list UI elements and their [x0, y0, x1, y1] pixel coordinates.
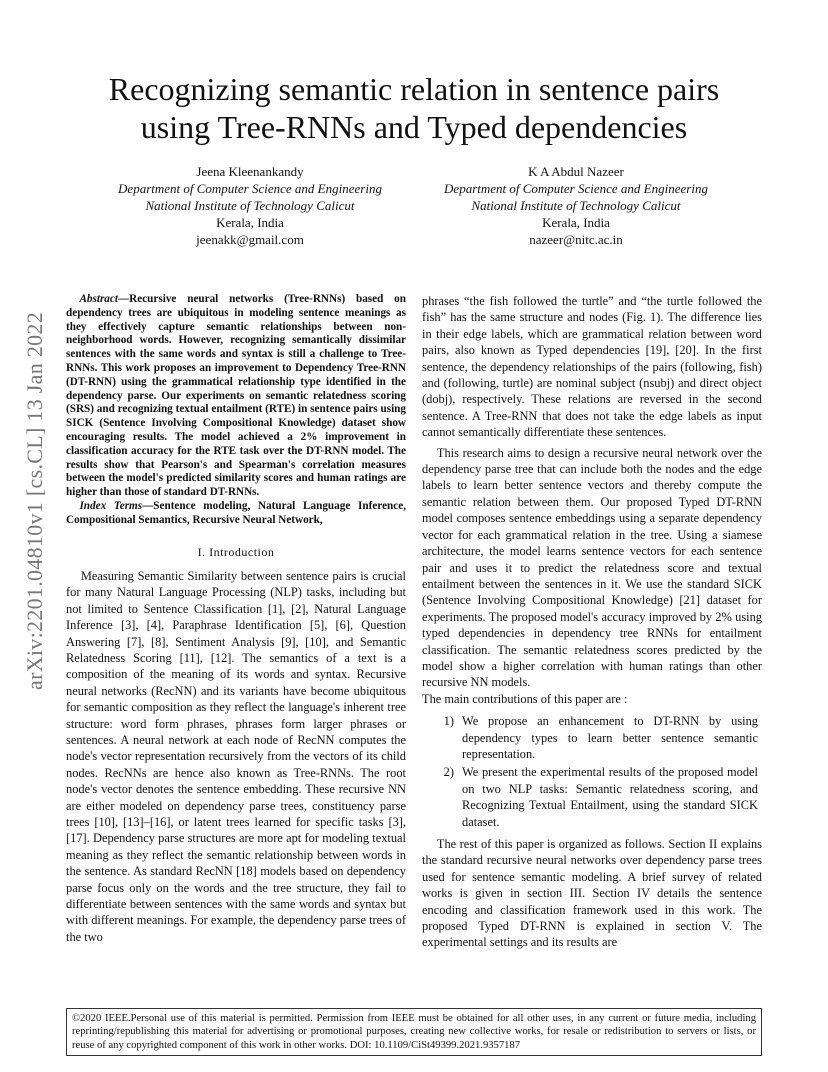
author-inst: National Institute of Technology Calicut: [471, 198, 681, 213]
copyright-footer: ©2020 IEEE.Personal use of this material is permitted. Permission from IEEE must be obtained for all other uses, in any current or future media, including reprinting/republishing this material for advertising or promotional purposes, creating new collective works, for resale or redistribution to servers or lists, or reuse of any copyrighted component of this work in other works. DOI: 10.1109/CiSt49399.2021.9357187: [66, 1008, 762, 1056]
author-block-1: [100, 163, 400, 248]
right-column: [422, 293, 762, 951]
author-email: nazeer@nitc.ac.in: [529, 232, 623, 247]
arxiv-identifier: arXiv:2201.04810v1 [cs.CL] 13 Jan 2022: [22, 311, 47, 690]
left-column: [66, 293, 406, 945]
index-terms: [66, 500, 406, 528]
body-paragraph-1: phrases “the fish followed the turtle” and “the turtle followed the fish” has the same structure and nodes (Fig. 1). The difference lies in their edge labels, which are grammatical relation between word pairs, also known as Typed dependencies [19], [20]. In the first sentence, the dependency relationships of the pairs (following, fish) and (following, turtle) are nominal subject (nsubj) and direct object (dobj), respectively. These relations are reversed in the second sentence. A Tree-RNN that does not take the edge labels as input cannot semantically differentiate these sentences.: [422, 294, 762, 440]
list-item: [422, 713, 762, 762]
abstract-label: Abstract: [79, 293, 118, 305]
author-location: Kerala, India: [216, 215, 284, 230]
title-line-1: Recognizing semantic relation in sentence pairs: [108, 71, 720, 107]
list-item-text: We propose an enhancement to DT-RNN by using dependency types to learn better sentence semantic representation.: [462, 714, 758, 761]
list-item-number: 2): [443, 765, 454, 780]
author-name: Jeena Kleenankandy: [196, 164, 304, 179]
contributions-intro: The main contributions of this paper are :: [422, 691, 628, 706]
body-paragraph-3: The rest of this paper is organized as follows. Section II explains the standard recursive neural networks over dependency parse trees used for sentence semantic modeling. A brief survey of related works is given in section III. Section IV details the sentence encoding and classification framework used in this work. The proposed Typed DT-RNN is explained in section V. The experimental settings and its results are: [422, 837, 762, 950]
intro-paragraph: Measuring Semantic Similarity between sentence pairs is crucial for many Natural Language Processing (NLP) tasks, including but not limited to Sentence Classification [1], [2], Natural Language Inference [3], [4], Paraphrase Identification [5], [6], Question Answering [7], [8], Sentiment Analysis [9], [10], and Semantic Relatedness Scoring [11], [12]. The semantics of a text is a composition of the meaning of its words and syntax. Recursive neural networks (RecNN) and its variants have become ubiquitous for semantic composition as they reflect the language's inherent tree structure: word form phrases, phrases form larger phrases or sentences. A neural network at each node of RecNN computes the node's vector representation recursively from the vectors of its child nodes. RecNNs are hence also known as Tree-RNNs. The root node's vector denotes the sentence embedding. These recursive NN are either modeled on dependency parse trees, constituency parse trees [10], [13]–[16], or latent trees learned for specific tasks [3], [17]. Dependency parse structures are more apt for modeling textual meaning as they reflect the semantic relationship between words in the sentence. As standard RecNN [18] models based on dependency parse focus only on the words and the tree structure, they fail to differentiate between sentences with the same words and syntax but with different meanings. For example, the dependency parse trees of the two: [66, 568, 406, 944]
abstract-text: —Recursive neural networks (Tree-RNNs) based on dependency trees are ubiquitous in modeling sentence meanings as they effectively capture semantic relationships between non-neighborhood words. However, recognizing semantically dissimilar sentences with the same words and syntax is still a challenge to Tree-RNNs. This work proposes an improvement to Dependency Tree-RNN (DT-RNN) using the grammatical relationship type identified in the dependency parse. Our experiments on semantic relatedness scoring (SRS) and recognizing textual entailment (RTE) in sentence pairs using SICK (Sentence Involving Compositional Knowledge) dataset show encouraging results. The model achieved a 2% improvement in classification accuracy for the RTE task over the DT-RNN model. The results show that Pearson's and Spearman's correlation measures between the model's predicted similarity scores and human ratings are higher than those of standard DT-RNNs.: [66, 293, 406, 499]
author-inst: National Institute of Technology Calicut: [145, 198, 355, 213]
list-item-text: We present the experimental results of the proposed model on two NLP tasks: Semantic relatedness scoring, and Recognizing Textual Entailment, using the standard SICK dataset.: [462, 765, 758, 829]
index-terms-text: —Sentence modeling, Natural Language Inference, Compositional Semantics, Recursive Neural Network,: [66, 499, 406, 526]
author-block-2: [426, 163, 726, 248]
abstract: [66, 293, 406, 500]
section-heading-introduction: I. Introduction: [197, 544, 275, 559]
list-item-number: 1): [443, 714, 454, 729]
author-name: K A Abdul Nazeer: [528, 164, 624, 179]
body-paragraph-2: This research aims to design a recursive neural network over the dependency parse tree that can include both the nodes and the edge labels to learn better sentence vectors and thereby compute the semantic relation between them. Our proposed Typed DT-RNN model composes sentence embeddings using a separate dependency vector for each grammatical relation in the tree. Using a siamese architecture, the model learns sentence vectors for each sentence pair and uses it to predict the relatedness score and textual entailment between the sentences in it. We use the standard SICK (Sentence Involving Compositional Knowledge) [21] dataset for experiments. The proposed model's accuracy improved by 2% using typed dependencies in dependency tree RNNs for entailment classification. The semantic relatedness scores predicted by the model show a higher correlation with human ratings than other recursive NN models.: [422, 445, 762, 690]
title-line-2: using Tree-RNNs and Typed dependencies: [140, 109, 688, 145]
contributions-list: [422, 713, 762, 830]
author-email: jeenakk@gmail.com: [196, 232, 304, 247]
author-location: Kerala, India: [542, 215, 610, 230]
author-dept: Department of Computer Science and Engineering: [444, 181, 708, 196]
index-terms-label: Index Terms: [79, 499, 143, 512]
author-dept: Department of Computer Science and Engineering: [118, 181, 382, 196]
paper-title: [60, 70, 768, 146]
list-item: [422, 764, 762, 830]
